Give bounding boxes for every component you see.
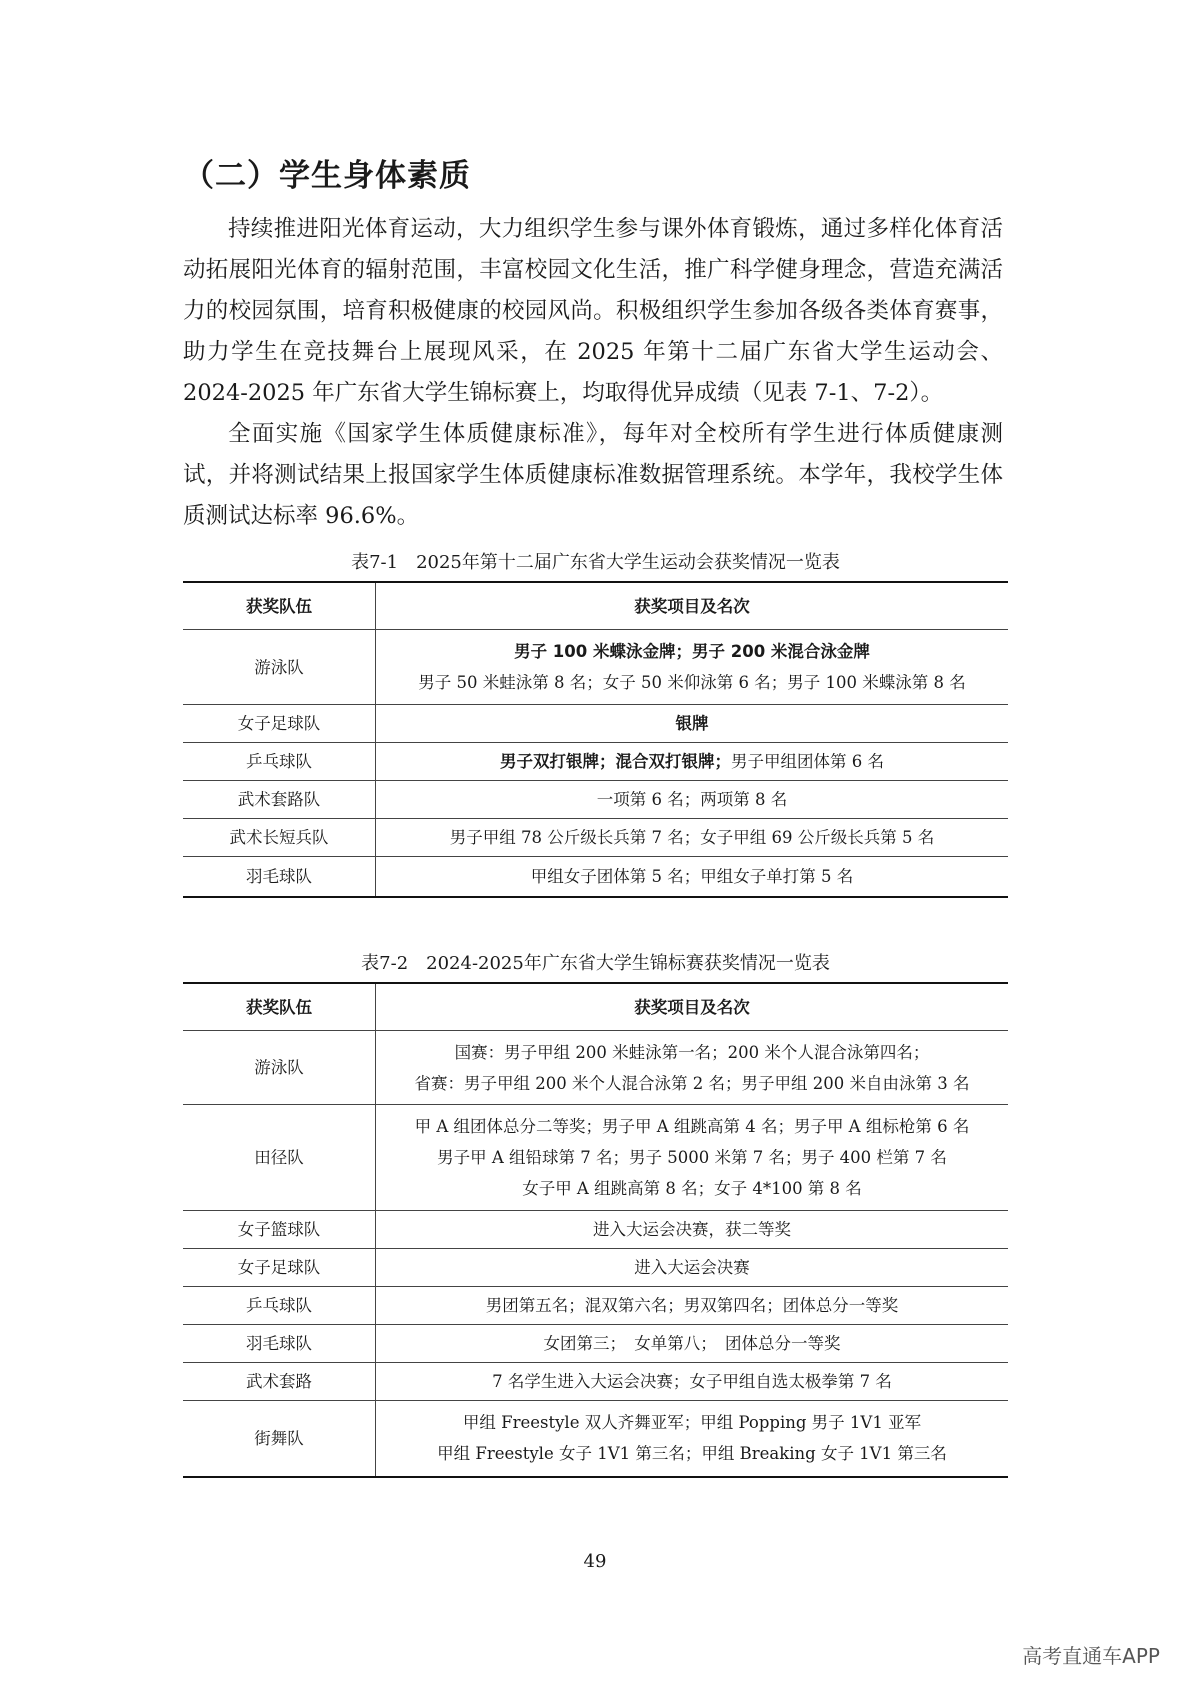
table-row xyxy=(183,1363,1008,1401)
team-cell: 乒乓球队 xyxy=(183,1287,376,1325)
team-cell: 武术套路队 xyxy=(183,781,376,819)
award-cell xyxy=(376,705,1009,743)
award-text: 男子甲组团体第 6 名 xyxy=(731,752,884,771)
table-row xyxy=(183,1031,1008,1105)
table-header-row xyxy=(183,983,1008,1031)
award-cell: 一项第 6 名；两项第 8 名 xyxy=(376,781,1009,819)
award-bold-text: 男子双打银牌；混合双打银牌； xyxy=(500,752,731,771)
team-cell: 游泳队 xyxy=(183,1031,376,1105)
header-awards: 获奖项目及名次 xyxy=(376,582,1009,630)
paragraph-sports-activities: 持续推进阳光体育运动，大力组织学生参与课外体育锻炼，通过多样化体育活动拓展阳光体育的辐射范围，丰富校园文化生活，推广科学健身理念，营造充满活力的校园氛围，培育积极健康的校园风尚。积极组织学生参加各级各类体育赛事，助力学生在竞技舞台上展现风采，在 2025 年第十二届广东省大学生运动会、2024-2025 年广东省大学生锦标赛上，均取得优异成绩（见表 7-1、7-2）。 xyxy=(183,216,1003,406)
award-cell xyxy=(376,1105,1009,1211)
table1-caption: 表7-1 2025年第十二届广东省大学生运动会获奖情况一览表 xyxy=(351,552,840,573)
award-line: 甲组 Freestyle 女子 1V1 第三名；甲组 Breaking 女子 1V1 第三名 xyxy=(437,1444,947,1464)
award-line: 甲组 Freestyle 双人齐舞亚军；甲组 Popping 男子 1V1 亚军 xyxy=(462,1413,922,1433)
award-line: 国赛：男子甲组 200 米蛙泳第一名；200 米个人混合泳第四名； xyxy=(454,1042,930,1062)
table-row xyxy=(183,1401,1008,1477)
award-bold-text: 男子 100 米蝶泳金牌；男子 200 米混合泳金牌 xyxy=(514,642,870,661)
award-line: 省赛：男子甲组 200 米个人混合泳第 2 名；男子甲组 200 米自由泳第 3 名 xyxy=(414,1073,970,1093)
table-row xyxy=(183,705,1008,743)
award-cell: 男子甲组 78 公斤级长兵第 7 名；女子甲组 69 公斤级长兵第 5 名 xyxy=(376,819,1009,857)
team-cell: 羽毛球队 xyxy=(183,857,376,897)
header-team: 获奖队伍 xyxy=(183,582,376,630)
team-cell: 乒乓球队 xyxy=(183,743,376,781)
team-cell: 游泳队 xyxy=(183,630,376,705)
team-cell: 羽毛球队 xyxy=(183,1325,376,1363)
table-row xyxy=(183,781,1008,819)
team-cell: 武术套路 xyxy=(183,1363,376,1401)
app-watermark: 高考直通车APP xyxy=(1022,1644,1160,1668)
award-text: 男子 50 米蛙泳第 8 名；女子 50 米仰泳第 6 名；男子 100 米蝶泳第 8 名 xyxy=(418,673,966,692)
team-cell: 田径队 xyxy=(183,1105,376,1211)
table-row xyxy=(183,1287,1008,1325)
paragraph-fitness-test: 全面实施《国家学生体质健康标准》，每年对全校所有学生进行体质健康测试，并将测试结果上报国家学生体质健康标准数据管理系统。本学年，我校学生体质测试达标率 96.6%。 xyxy=(183,421,1003,529)
award-line: 女子甲 A 组跳高第 8 名；女子 4*100 第 8 名 xyxy=(522,1179,862,1198)
table-row xyxy=(183,819,1008,857)
award-cell: 进入大运会决赛 xyxy=(376,1249,1009,1287)
award-cell xyxy=(376,743,1009,781)
award-cell: 甲组女子团体第 5 名；甲组女子单打第 5 名 xyxy=(376,857,1009,897)
team-cell: 女子足球队 xyxy=(183,1249,376,1287)
page-number: 49 xyxy=(583,1551,607,1572)
section-heading: （二）学生身体素质 xyxy=(183,158,471,194)
table-row xyxy=(183,630,1008,705)
team-cell: 女子篮球队 xyxy=(183,1211,376,1249)
header-awards: 获奖项目及名次 xyxy=(376,983,1009,1031)
table-row xyxy=(183,1249,1008,1287)
award-cell: 女团第三； 女单第八； 团体总分一等奖 xyxy=(376,1325,1009,1363)
award-cell: 进入大运会决赛，获二等奖 xyxy=(376,1211,1009,1249)
team-cell: 女子足球队 xyxy=(183,705,376,743)
award-cell xyxy=(376,1401,1009,1477)
header-team: 获奖队伍 xyxy=(183,983,376,1031)
awards-table-provincial-championships xyxy=(183,982,1008,1478)
table-row xyxy=(183,743,1008,781)
award-cell: 男团第五名；混双第六名；男双第四名；团体总分一等奖 xyxy=(376,1287,1009,1325)
award-cell: 7 名学生进入大运会决赛；女子甲组自选太极拳第 7 名 xyxy=(376,1363,1009,1401)
team-cell: 武术长短兵队 xyxy=(183,819,376,857)
table-row xyxy=(183,1211,1008,1249)
table-row xyxy=(183,1325,1008,1363)
award-line: 男子甲 A 组铅球第 7 名；男子 5000 米第 7 名；男子 400 栏第 7 名 xyxy=(437,1148,947,1167)
table-header-row xyxy=(183,582,1008,630)
award-cell xyxy=(376,630,1009,705)
table-row xyxy=(183,857,1008,897)
award-bold-text: 银牌 xyxy=(675,714,709,733)
team-cell: 街舞队 xyxy=(183,1401,376,1477)
table2-caption: 表7-2 2024-2025年广东省大学生锦标赛获奖情况一览表 xyxy=(361,953,830,974)
awards-table-provincial-games xyxy=(183,581,1008,898)
award-cell xyxy=(376,1031,1009,1105)
table-row xyxy=(183,1105,1008,1211)
award-line: 甲 A 组团体总分二等奖；男子甲 A 组跳高第 4 名；男子甲 A 组标枪第 6 名 xyxy=(414,1117,970,1136)
